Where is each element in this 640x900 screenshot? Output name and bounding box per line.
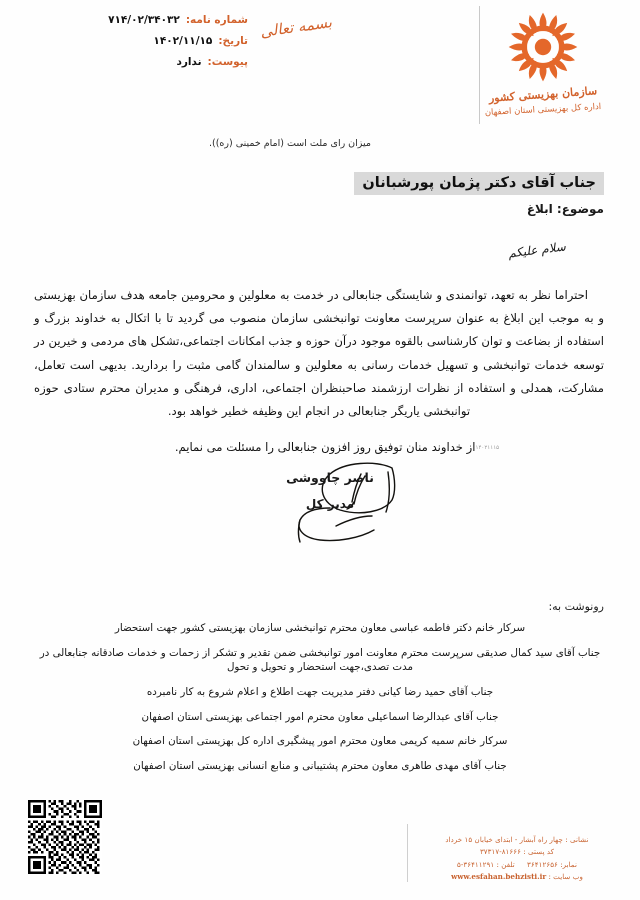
- addressee-block: [354, 172, 604, 216]
- footer-address-row: [412, 834, 622, 847]
- letter-metadata: [18, 14, 248, 77]
- signer-title: مدیر کل: [305, 497, 355, 511]
- meta-row-date: [18, 35, 248, 47]
- website-url[interactable]: www.esfahan.behzisti.ir: [451, 872, 547, 882]
- signer-name: ناصر چاووشی: [286, 470, 374, 485]
- footer-divider: [407, 824, 408, 882]
- date-label: تاریخ:: [218, 35, 248, 47]
- cc-item: جناب آقای حمید رضا کیانی دفتر مدیریت جهت اطلاع و اعلام شروع به کار نامبرده: [146, 685, 494, 698]
- address-value: چهار راه آبشار - ابتدای خیابان ۱۵ خرداد: [445, 834, 563, 844]
- basmala-text: بسمه تعالی: [259, 13, 333, 41]
- phone-value: ۳۶۴۱۱۲۹۱-۵: [457, 859, 495, 869]
- postal-code-label: کد پستی :: [523, 847, 555, 857]
- footer-postal-row: [412, 846, 622, 859]
- attachment-label: پیوست:: [207, 56, 248, 68]
- attachment-value: ندارد: [176, 56, 202, 68]
- quotation-line: میزان رای ملت است (امام خمینی (ره)).: [208, 138, 371, 149]
- address-label: نشانی :: [565, 834, 589, 844]
- cc-item: جناب آقای سید کمال صدیقی سرپرست محترم معاونت امور توانبخشی ضمن تقدیر و تشکر از زحمات و خدمات صادقانه جنابعالی در مدت تصدی،جهت استحضار و تحویل و تحول: [39, 646, 601, 673]
- footer-phone-row: [412, 859, 622, 872]
- meta-row-attachment: [18, 56, 248, 68]
- cc-item: سرکار خانم دکتر فاطمه عباسی معاون محترم توانبخشی سازمان بهزیستی کشور جهت استحضار: [114, 622, 526, 634]
- signature-block: [230, 470, 430, 511]
- letter-header: [0, 0, 640, 140]
- fax-value: ۳۶۴۱۲۶۵۶: [527, 859, 558, 869]
- phone-label: تلفن :: [496, 859, 515, 869]
- fax-group: [527, 859, 577, 872]
- cc-item: جناب آقای مهدی طاهری معاون محترم پشتیبانی و منابع انسانی بهزیستی استان اصفهان: [133, 760, 507, 773]
- qr-code-icon[interactable]: [28, 800, 102, 874]
- phone-group: [457, 859, 515, 872]
- closing-reference-code: ۱۴۰۲۱۱۱۵: [475, 445, 500, 451]
- cc-item: جناب آقای عبدالرضا اسماعیلی معاون محترم امور اجتماعی بهزیستی استان اصفهان: [141, 710, 499, 723]
- salutation-text: سلام علیکم: [507, 239, 567, 261]
- footer-contact-block: [412, 834, 622, 884]
- letter-number-label: شماره نامه:: [185, 14, 248, 26]
- fax-label: نمابر:: [560, 859, 577, 869]
- cc-item: سرکار خانم سمیه کریمی معاون محترم امور پیشگیری اداره کل بهزیستی استان اصفهان: [132, 735, 508, 748]
- cc-list: [36, 622, 604, 785]
- qr-code-graphic: [28, 800, 102, 874]
- subject-line: موضوع: ابلاغ: [526, 202, 604, 216]
- meta-row-letter-number: [18, 14, 248, 26]
- organization-logo-block: [468, 8, 618, 119]
- letter-number-value: ۷۱۴/۰۲/۳۴۰۳۲: [108, 14, 180, 26]
- organization-name: سازمان بهزیستی کشور: [488, 84, 598, 105]
- behzisti-sunburst-emblem-icon: [504, 8, 582, 86]
- footer-website-row: [412, 871, 622, 884]
- date-value: ۱۴۰۲/۱۱/۱۵: [153, 35, 213, 47]
- postal-code-value: ۸۱۶۶۶-۳۷۳۱۷: [479, 847, 521, 857]
- closing-line: [0, 440, 640, 454]
- organization-subtitle: اداره کل بهزیستی استان اصفهان: [484, 101, 602, 119]
- letter-body: احتراما نظر به تعهد، توانمندی و شایستگی جنابعالی در خدمت به معلولین و محرومین جامعه هدف سازمان بهزیستی و به موجب این ابلاغ به عنوان سرپرست معاونت توانبخشی سازمان منصوب می گردید تا با اتکال به خداوند بزرگ و استفاده از بضاعت و توان کارشناسی بالقوه موجود درآن حوزه و جذب امکانات اجتماعی،تشکل های مردمی و خیرین در توسعه خدمات توانبخشی و تسهیل خدمات رسانی به معلولین و سالمندان گامی مثبت را بردارید. بدیهی است تعامل، مشارکت، همدلی و استفاده از نظرات ارزشمند صاحبنظران اجتماعی، اداری، فرهنگی و مدیران محترم ستادی حوزه توانبخشی یاریگر جنابعالی در انجام این وظیفه خطیر خواهد بود.: [34, 288, 604, 418]
- addressee-name: جناب آقای دکتر پژمان پورشبانان: [354, 172, 604, 195]
- cc-heading: رونوشت به:: [548, 600, 604, 613]
- closing-text: از خداوند منان توفیق روز افزون جنابعالی را مسئلت می نمایم.: [174, 440, 476, 454]
- website-label: وب سایت :: [548, 872, 583, 882]
